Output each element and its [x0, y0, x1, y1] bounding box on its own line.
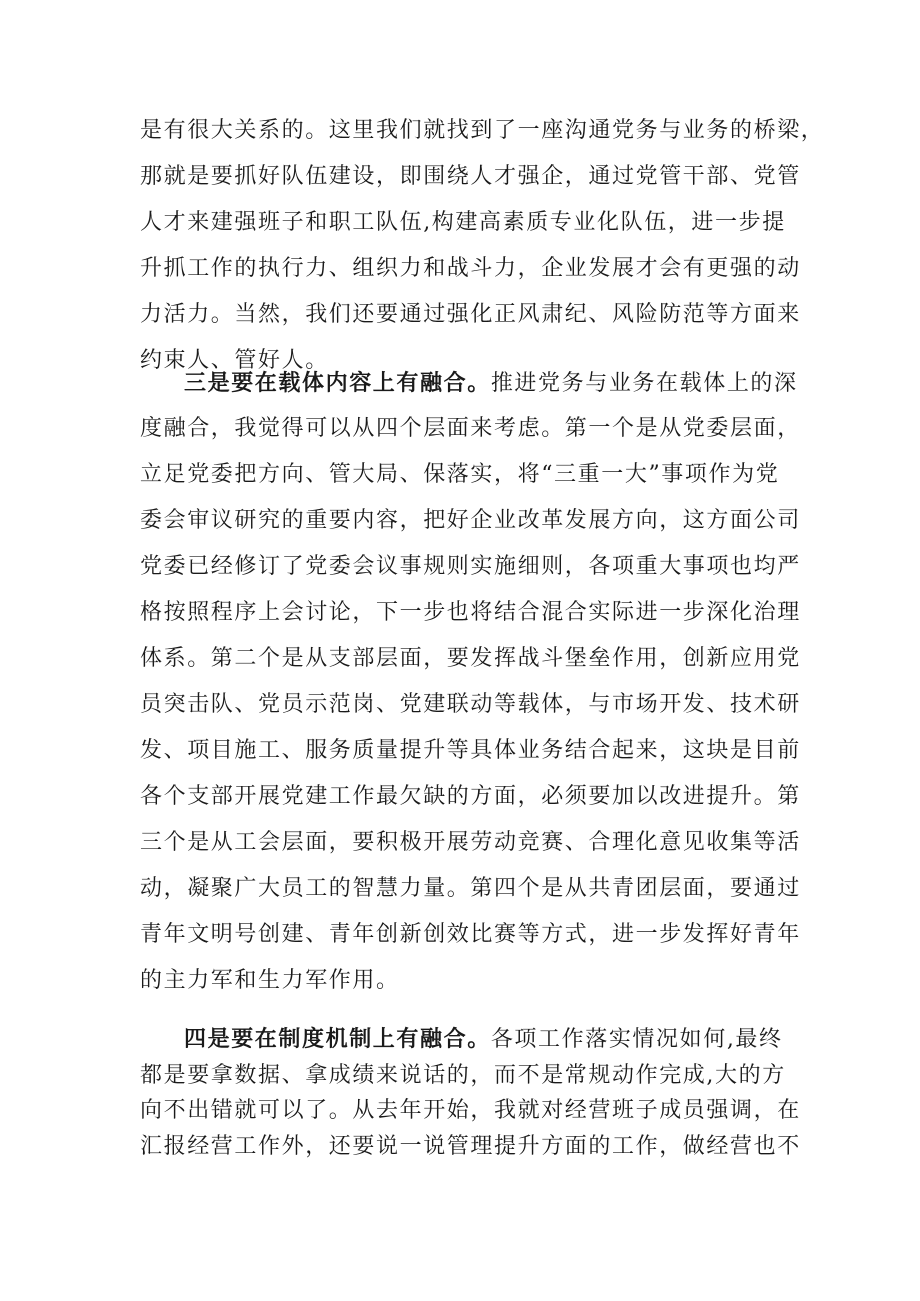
text-line: 委会审议研究的重要内容，把好企业改革发展方向，这方面公司	[140, 508, 801, 533]
text-line: 青年文明号创建、青年创新创效比赛等方式，进一步发挥好青年	[140, 922, 801, 947]
paragraph-carrier-content	[140, 360, 801, 1004]
text-line: 的主力军和生力军作用。	[140, 968, 400, 993]
text-line: 约束人、管好人。	[140, 348, 329, 373]
text-line: 发、项目施工、服务质量提升等具体业务结合起来，这块是目前	[140, 738, 801, 763]
text-line: 都是要拿数据、拿成绩来说话的，而不是常规动作完成,大的方	[140, 1062, 786, 1088]
text-line: 党委已经修订了党委会议事规则实施细则，各项重大事项也均严	[140, 554, 801, 579]
section-heading: 四是要在制度机制上有融合。	[184, 1026, 491, 1052]
text-run: 推进党务与业务在载体上的深	[490, 371, 798, 396]
text-line: 力活力。当然，我们还要通过强化正风肃纪、风险防范等方面来	[140, 302, 801, 327]
text-line: 那就是要抓好队伍建设，即围绕人才强企，通过党管干部、党管	[140, 164, 801, 189]
text-line: 各个支部开展党建工作最欠缺的方面，必须要加以改进提升。第	[140, 784, 801, 809]
text-line: 员突击队、党员示范岗、党建联动等载体，与市场开发、技术研	[140, 692, 801, 717]
text-line: 升抓工作的执行力、组织力和战斗力，企业发展才会有更强的动	[140, 256, 801, 281]
text-line: 三个是从工会层面，要积极开展劳动竞赛、合理化意见收集等活	[140, 830, 801, 855]
section-heading: 三是要在载体内容上有融合。	[184, 370, 491, 396]
text-line: 向不出错就可以了。从去年开始，我就对经营班子成员强调，在	[140, 1098, 801, 1123]
text-line: 度融合，我觉得可以从四个层面来考虑。第一个是从党委层面，	[140, 416, 801, 441]
text-line: 动，凝聚广大员工的智慧力量。第四个是从共青团层面，要通过	[140, 876, 801, 901]
text-line-first	[140, 1022, 783, 1058]
text-line: 体系。第二个是从支部层面，要发挥战斗堡垒作用，创新应用党	[140, 646, 801, 671]
text-line: 格按照程序上会讨论，下一步也将结合混合实际进一步深化治理	[140, 600, 801, 625]
text-line-first	[140, 360, 798, 406]
text-line: 汇报经营工作外，还要说一说管理提升方面的工作，做经营也不	[140, 1133, 801, 1159]
text-run: 各项工作落实情况如何,最终	[490, 1027, 783, 1052]
paragraph-system-mechanism	[140, 1022, 801, 1164]
text-line: 立足党委把方向、管大局、保落实，将“三重一大”事项作为党	[140, 462, 780, 487]
text-line: 是有很大关系的。这里我们就找到了一座沟通党务与业务的桥梁，	[140, 118, 825, 143]
text-line: 人才来建强班子和职工队伍,构建高素质专业化队伍，进一步提	[140, 210, 786, 235]
